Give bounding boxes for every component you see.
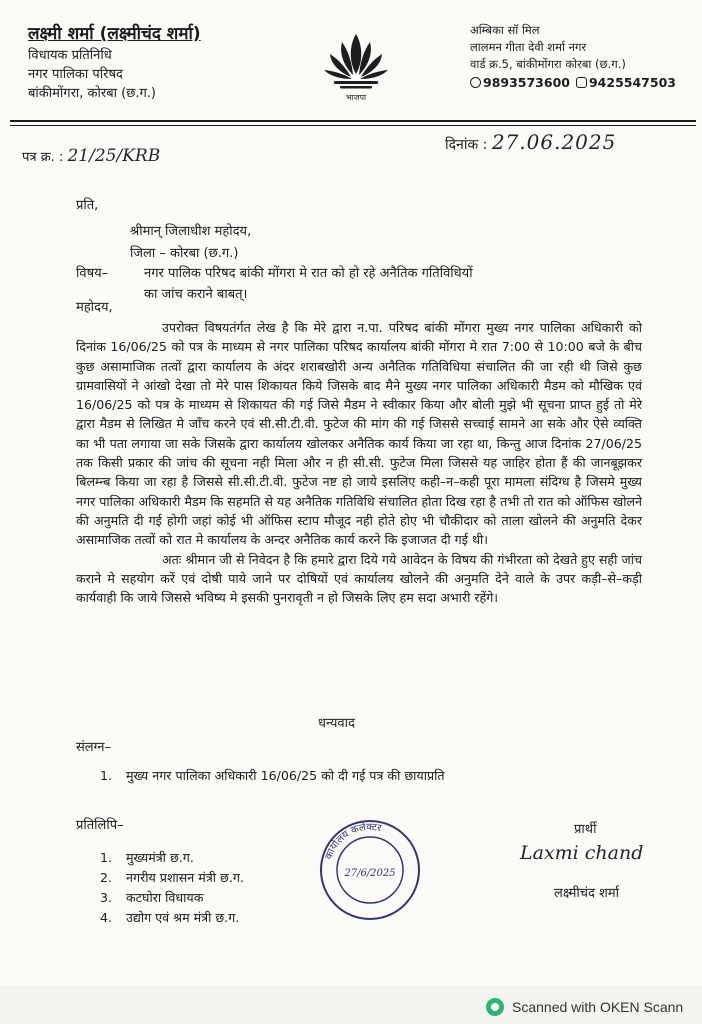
subject-label: विषय– — [76, 266, 109, 281]
letterhead-left — [28, 22, 328, 103]
address-line-2: लालमन गीता देवी शर्मा नगर — [470, 40, 587, 54]
date-value: 27.06.2025 — [491, 130, 617, 154]
list-item — [100, 766, 445, 786]
lotus-emblem-icon — [318, 28, 394, 104]
list-item-text: कटघोरा विधायक — [126, 890, 204, 905]
letterhead-right — [470, 22, 698, 93]
list-item-text: मुख्यमंत्री छ.ग. — [126, 850, 194, 865]
phone-number: 9893573600 — [483, 75, 570, 90]
reference-number — [22, 146, 160, 166]
reference-value: 21/25/KRB — [67, 146, 161, 166]
list-item-text: मुख्य नगर पालिका अधिकारी 16/06/25 को दी गई पत्र की छायाप्रति — [126, 768, 445, 783]
whatsapp-number: 9425547503 — [588, 75, 676, 90]
list-item — [100, 848, 244, 868]
list-item-text: उद्योग एवं श्रम मंत्री छ.ग. — [126, 910, 240, 925]
stamp-date: 27/6/2025 — [344, 868, 396, 879]
sender-location: बांकीमोंगरा, कोरबा (छ.ग.) — [28, 86, 156, 101]
letterhead-divider — [10, 120, 696, 122]
signatory-name: लक्ष्मीचंद शर्मा — [554, 886, 620, 901]
sender-body: नगर पालिका परिषद — [28, 67, 123, 82]
enclosure-list — [100, 766, 445, 786]
list-item-number: 4. — [100, 910, 113, 925]
contact-numbers — [470, 73, 698, 93]
copy-to-label: प्रतिलिपि– — [76, 818, 124, 833]
list-item-number: 2. — [100, 870, 113, 885]
subject-line-1: नगर पालिक परिषद बांकी मोंगरा मे रात को हो रहे अनैतिक गतिविधियों — [144, 266, 473, 281]
address-line-1: अम्बिका सॉ मिल — [470, 23, 540, 37]
letter-body — [76, 318, 642, 607]
body-paragraph-1: उपरोक्त विषयतंर्गत लेख है कि मेरे द्वारा न.पा. परिषद बांकी मोंगरा मुख्य नगर पालिका अधिकारी को दिनांक 16/06/25 को पत्र के माध्यम से नगर पालिका परिषद कार्यालय बांकी मोंगरा मे रात 7:00 से 10:00 बजे के बीच कुछ असामाजिक तत्वों द्वारा कार्यालय के अंदर शराबखोरी अन्य अनैतिक गतिविधिया संचालित की जा रही थी जिसे कुछ ग्रामवासियों ने आंखो देखा तो मेरे पास शिकायत किये जिसके बाद मैने मुख्य नगर पालिका अधिकारी मैडम को मौखिक एवं 16/06/25 को पत्र के माध्यम से शिकायत की गई जिसे मैडम ने स्वीकार किया और बोली मुझे भी सूचना प्राप्त हुई तो मेरे द्वारा मैडम से लिखित मे जाँच करने एवं सी.सी.टी.वी. फुटेज की मांग की गई जिससे सच्चाई सामने आ सके और ऐसे व्यक्ति का भी पता लगाया जा सके जिसके द्वारा कार्यालय खोलकर अनैतिक कार्य किया जा रहा था, किन्तु आज दिनांक 27/06/25 तक किसी प्रकार की जांच की सूचना नही मिला और न ही सी.सी. फुटेज मिला जिससे यह जाहिर होता हैं की जानबूझकर बिलम्न्ब किया जा रहा है जिससे सी.सी.टी.वी. फुटेज नष्ट हो जाये इसलिए कही–न–कही पूरा मामला संदिग्ध है जिसमे मुख्य नगर पालिका अधिकारी मैडम कि सहमति से यह अनैतिक गतिविधि संचालित होता दिख रहा है तभी तो रात को ऑफिस खोलने की अनुमति दी गई होगी जहां कोई भी ऑफिस स्टाप मौजूद नही होते होए भी चौकीदार को ताला खोलने की अनुमति देकर असामाजिक तत्वों को रात मे कार्यालय के अन्दर अनैतिक कार्य करने कि इजाजत दी गई थी। — [76, 320, 642, 548]
handwritten-signature: Laxmi chand — [520, 842, 644, 864]
salutation: महोदय, — [76, 300, 113, 315]
letter-date — [445, 130, 616, 154]
office-stamp — [318, 818, 422, 922]
letterhead-divider-thin — [10, 125, 696, 126]
phone-icon — [470, 77, 481, 88]
sender-name: लक्ष्मी शर्मा (लक्ष्मीचंद शर्मा) — [28, 24, 201, 44]
scan-footer-text: Scanned with OKEN Scann — [512, 999, 684, 1015]
enclosure-label: संलग्न– — [76, 740, 111, 755]
addressee-line-1: श्रीमान् जिलाधीश महोदय, — [130, 224, 252, 239]
reference-label: पत्र क्र. : — [22, 150, 64, 165]
address-line-3: वार्ड क्र.5, बांकीमोंगरा कोरबा (छ.ग.) — [470, 57, 626, 71]
body-paragraph-2: अतः श्रीमान जी से निवेदन है कि हमारे द्वारा दिये गये आवेदन के विषय की गंभीरता को देखते हुए सही जांच कराने मे सहयोग करें एवं दोषी पाये जाने पर दोषियों एवं कार्यालय खोलने की अनुमति देने वाले के उपर कड़ी–से–कड़ी कार्यवाही कि जाये जिससे भविष्य मे इसकी पुनरावृती न हो जिसके लिए हम सदा अभारी रहेंगे। — [76, 551, 642, 606]
sender-designation: विधायक प्रतिनिधि — [28, 48, 112, 63]
prati-label: प्रति, — [76, 198, 99, 213]
scanner-app-icon — [486, 998, 504, 1016]
subject-line-2: का जांच कराने बाबत्। — [144, 287, 248, 302]
list-item-number: 3. — [100, 890, 113, 905]
logo-caption: भाजपा — [345, 93, 367, 102]
whatsapp-icon — [576, 77, 587, 88]
list-item — [100, 908, 244, 928]
addressee-line-2: जिला – कोरबा (छ.ग.) — [130, 246, 239, 261]
date-label: दिनांक : — [445, 137, 488, 153]
copy-to-list — [100, 848, 244, 928]
thanks-text: धन्यवाद — [318, 716, 355, 731]
list-item-number: 1. — [100, 768, 113, 783]
list-item-number: 1. — [100, 850, 113, 865]
stamp-text: कार्यालय कलेक्टर — [323, 821, 383, 862]
list-item — [100, 888, 244, 908]
signature-label: प्रार्थी — [574, 822, 597, 837]
list-item — [100, 868, 244, 888]
scan-footer — [486, 994, 683, 1020]
list-item-text: नगरीय प्रशासन मंत्री छ.ग. — [126, 870, 244, 885]
